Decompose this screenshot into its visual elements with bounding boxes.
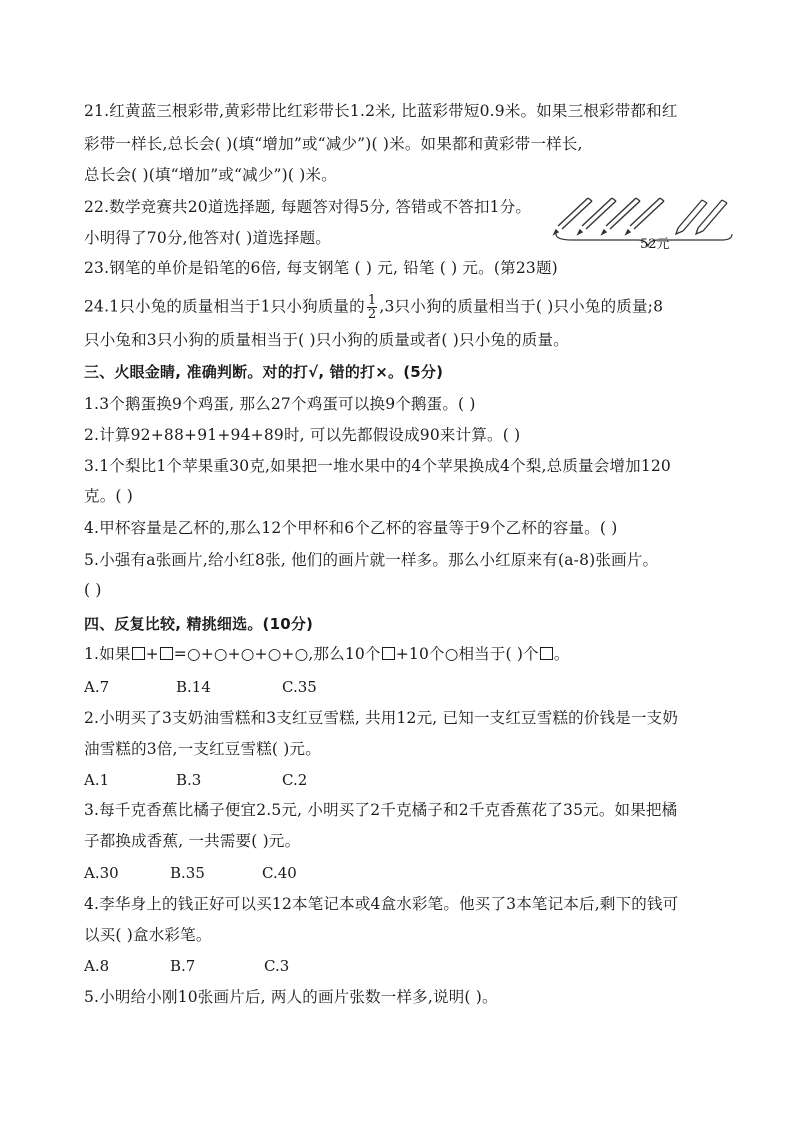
q24-line1-b: ,3只小狗的质量相当于( )只小兔的质量;8 xyxy=(379,297,664,316)
square-symbol-icon xyxy=(132,647,145,660)
s4-q2-line2: 油雪糕的3倍,一支红豆雪糕( )元。 xyxy=(84,740,321,758)
s4-q4-option-c: C.3 xyxy=(264,957,290,975)
q24-line1-a: 24.1只小兔的质量相当于1只小狗质量的 xyxy=(84,297,365,316)
square-symbol-icon xyxy=(382,647,395,660)
q23-line1: 23.钢笔的单价是铅笔的6倍, 每支钢笔 ( ) 元, 铅笔 ( ) 元。(第23题) xyxy=(84,259,558,277)
s4-q3-option-c: C.40 xyxy=(262,864,297,882)
pencil-icon xyxy=(696,200,727,234)
s4-q3-option-a: A.30 xyxy=(84,864,119,882)
q24-line2: 只小兔和3只小狗的质量相当于( )只小狗的质量或者( )只小兔的质量。 xyxy=(84,331,569,349)
s3-item4: 4.甲杯容量是乙杯的,那么12个甲杯和6个乙杯的容量等于9个乙杯的容量。( ) xyxy=(84,519,618,537)
s4-q4-line2: 以买( )盒水彩笔。 xyxy=(84,926,212,944)
s4-q3-option-b: B.35 xyxy=(170,864,205,882)
q22-line2: 小明得了70分,他答对( )道选择题。 xyxy=(84,229,331,247)
fraction-denominator: 2 xyxy=(367,307,377,322)
section4-heading: 四、反复比较, 精挑细选。(10分) xyxy=(84,615,314,633)
q24-line1 xyxy=(84,294,663,321)
fraction-half xyxy=(367,294,377,321)
s4-q2-line1: 2.小明买了3支奶油雪糕和3支红豆雪糕, 共用12元, 已知一支红豆雪糕的价钱是一支奶 xyxy=(84,709,679,727)
s4-q2-option-b: B.3 xyxy=(176,771,202,789)
section3-heading: 三、火眼金睛, 准确判断。对的打√, 错的打×。(5分) xyxy=(84,363,444,381)
s4-q1-line xyxy=(84,644,570,664)
s4-q4-line1: 4.李华身上的钱正好可以买12本笔记本或4盒水彩笔。他买了3本笔记本后,剩下的钱可 xyxy=(84,895,679,913)
pencil-icon xyxy=(676,200,707,234)
s4-q3-line2: 子都换成香蕉, 一共需要( )元。 xyxy=(84,832,301,850)
s4-q1-part-d: +10个○相当于( )个 xyxy=(395,645,539,663)
s4-q1-option-a: A.7 xyxy=(84,678,110,696)
s4-q3-line1: 3.每千克香蕉比橘子便宜2.5元, 小明买了2千克橘子和2千克香蕉花了35元。如果把橘 xyxy=(84,801,678,819)
s4-q1-part-b: + xyxy=(145,645,159,663)
s3-item2: 2.计算92+88+91+94+89时, 可以先都假设成90来计算。( ) xyxy=(84,426,521,444)
s4-q1-part-e: 。 xyxy=(553,645,570,663)
s4-q2-option-a: A.1 xyxy=(84,771,110,789)
q21-line2: 彩带一样长,总长会( )(填“增加”或“减少”)( )米。如果都和黄彩带一样长, xyxy=(84,135,583,153)
square-symbol-icon xyxy=(540,647,553,660)
q21-line3: 总长会( )(填“增加”或“减少”)( )米。 xyxy=(84,166,337,184)
s3-item5-line2: ( ) xyxy=(84,581,102,599)
s4-q1-option-b: B.14 xyxy=(176,678,211,696)
figure-price-label: 52元 xyxy=(640,237,670,252)
s4-q1-part-c: =○+○+○+○+○,那么10个 xyxy=(173,645,381,663)
s4-q4-option-a: A.8 xyxy=(84,957,110,975)
q22-line1: 22.数学竞赛共20道选择题, 每题答对得5分, 答错或不答扣1分。 xyxy=(84,198,532,216)
s3-item1: 1.3个鹅蛋换9个鸡蛋, 那么27个鸡蛋可以换9个鹅蛋。( ) xyxy=(84,395,476,413)
s4-q1-option-c: C.35 xyxy=(282,678,317,696)
s3-item3-line2: 克。( ) xyxy=(84,487,134,505)
pen-icon xyxy=(626,198,664,234)
fraction-numerator: 1 xyxy=(367,293,377,308)
s4-q5-line1: 5.小明给小刚10张画片后, 两人的画片张数一样多,说明( )。 xyxy=(84,988,498,1006)
s3-item5-line1: 5.小强有a张画片,给小红8张, 他们的画片就一样多。那么小红原来有(a-8)张画片。 xyxy=(84,551,659,569)
square-symbol-icon xyxy=(160,647,173,660)
s4-q4-option-b: B.7 xyxy=(170,957,196,975)
q21-line1: 21.红黄蓝三根彩带,黄彩带比红彩带长1.2米, 比蓝彩带短0.9米。如果三根彩带都和红 xyxy=(84,102,678,120)
s4-q1-part-a: 1.如果 xyxy=(84,645,131,663)
s4-q2-option-c: C.2 xyxy=(282,771,308,789)
s3-item3-line1: 3.1个梨比1个苹果重30克,如果把一堆水果中的4个苹果换成4个梨,总质量会增加120 xyxy=(84,457,671,475)
